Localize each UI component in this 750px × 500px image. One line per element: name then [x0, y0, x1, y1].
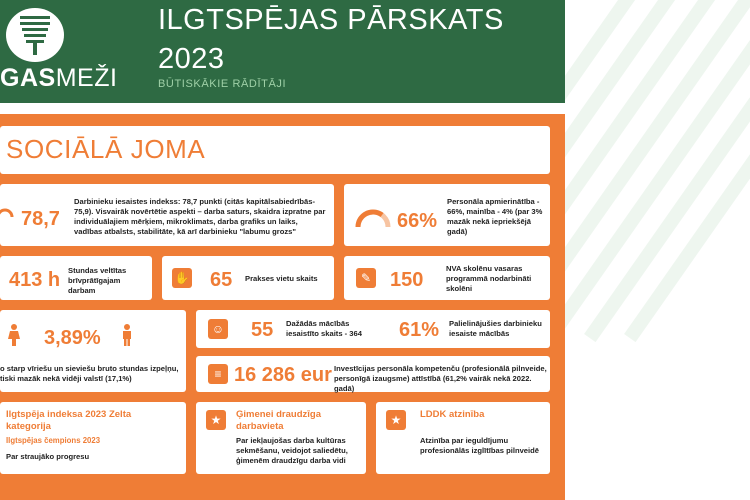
- index-award-sub: Ilgtspējas čempions 2023: [6, 436, 101, 445]
- section-title-card: [0, 126, 550, 174]
- logo-text-light: MEŽI: [55, 64, 118, 92]
- report-title-line1: ILGTSPĒJAS PĀRSKATS: [158, 4, 504, 36]
- gauge-icon: [0, 206, 14, 218]
- investment-value: 16 286 eur: [234, 364, 332, 386]
- family-award-card: [196, 402, 366, 474]
- volunteer-card: [0, 256, 152, 300]
- training-up-text: Palielinājušies darbinieku iesaiste mācībās: [449, 319, 542, 338]
- training-up-value: 61%: [399, 319, 440, 341]
- family-award-title: Ģimenei draudzīga darbavieta: [236, 409, 321, 432]
- nva-text: NVA skolēnu vasaras programmā nodarbināti skolēni: [446, 264, 532, 293]
- pay-gap-value: 3,89%: [44, 327, 101, 349]
- volunteer-text: Stundas veltītas brīvprātīgajam darbam: [68, 266, 127, 295]
- trainings-card: [196, 310, 550, 348]
- pay-gap-text: o starp vīriešu un sieviešu bruto stundas izpeļņu, tiski mazāk nekā vidēji valstī (17,1%): [0, 364, 179, 383]
- lddk-award-card: [376, 402, 550, 474]
- internships-text: Prakses vietu skaits: [245, 274, 318, 283]
- logo: [6, 8, 64, 62]
- investment-text: Investīcijas personāla kompetenču (profesionālā pilnveide, personīgā izaugsme) attīstībā (61,2% vairāk nekā 2022. gadā): [334, 364, 547, 393]
- student-icon: ✎: [356, 268, 376, 288]
- satisfaction-text: Personāla apmierinātība - 66%, mainība - 4% (par 3% mazāk nekā iepriekšējā gadā): [447, 197, 543, 236]
- man-icon: [121, 324, 133, 346]
- logo-text: [0, 64, 117, 93]
- index-award-title: Ilgtspēja indeksa 2023 Zelta kategorija: [6, 409, 132, 432]
- brain-icon: ☺: [208, 319, 228, 339]
- handshake-icon: ✋: [172, 268, 192, 288]
- award-icon: ★: [386, 410, 406, 430]
- investment-card: [196, 356, 550, 392]
- background-stripes: [565, 0, 750, 500]
- index-award-text: Par straujāko progresu: [6, 452, 90, 461]
- tree-icon: [20, 14, 50, 56]
- engagement-value: 78,7: [21, 208, 60, 230]
- trainings-text: Dažādās mācībās iesaistīto skaits - 364: [286, 319, 362, 338]
- report-header: [0, 0, 565, 103]
- volunteer-value: 413 h: [9, 269, 61, 291]
- nva-card: [344, 256, 550, 300]
- satisfaction-value: 66%: [397, 210, 438, 232]
- lddk-award-text: Atzinība par ieguldījumu profesionālās izglītības pilnveidē: [420, 436, 539, 455]
- logo-text-bold: GAS: [0, 64, 56, 92]
- engagement-text: Darbinieku iesaistes indekss: 78,7 punkti (citās kapitālsabiedrībās- 75,9). Visvairāk novērtētie aspekti – darba saturs, skaidra izpratne par individuālajiem mērķiem, mikroklimats, darba grafiks un laiks, vadības atbalsts, stabilitāte, kā arī darbinieku "labumu grozs": [74, 197, 326, 236]
- internships-value: 65: [210, 269, 233, 291]
- money-stack-icon: ≡: [208, 364, 228, 384]
- section-title: SOCIĀLĀ JOMA: [6, 134, 206, 164]
- report-title: [158, 2, 504, 77]
- gauge-icon: [354, 207, 392, 229]
- engagement-card: [0, 184, 334, 246]
- nva-value: 150: [390, 269, 424, 291]
- trainings-value: 55: [251, 319, 274, 341]
- report-subtitle: BŪTISKĀKIE RĀDĪTĀJI: [158, 78, 287, 90]
- social-panel: [0, 114, 565, 500]
- woman-icon: [8, 324, 20, 346]
- internships-card: [162, 256, 334, 300]
- family-award-text: Par iekļaujošas darba kultūras sekmēšanu, veidojot saliedētu, ģimenēm draudzīgu darba vidi: [236, 436, 348, 465]
- award-icon: ★: [206, 410, 226, 430]
- report-title-line2: 2023: [158, 43, 225, 75]
- index-award-card: [0, 402, 186, 474]
- satisfaction-card: [344, 184, 550, 246]
- lddk-award-title: LDDK atzinība: [420, 409, 485, 420]
- pay-gap-card: [0, 310, 186, 392]
